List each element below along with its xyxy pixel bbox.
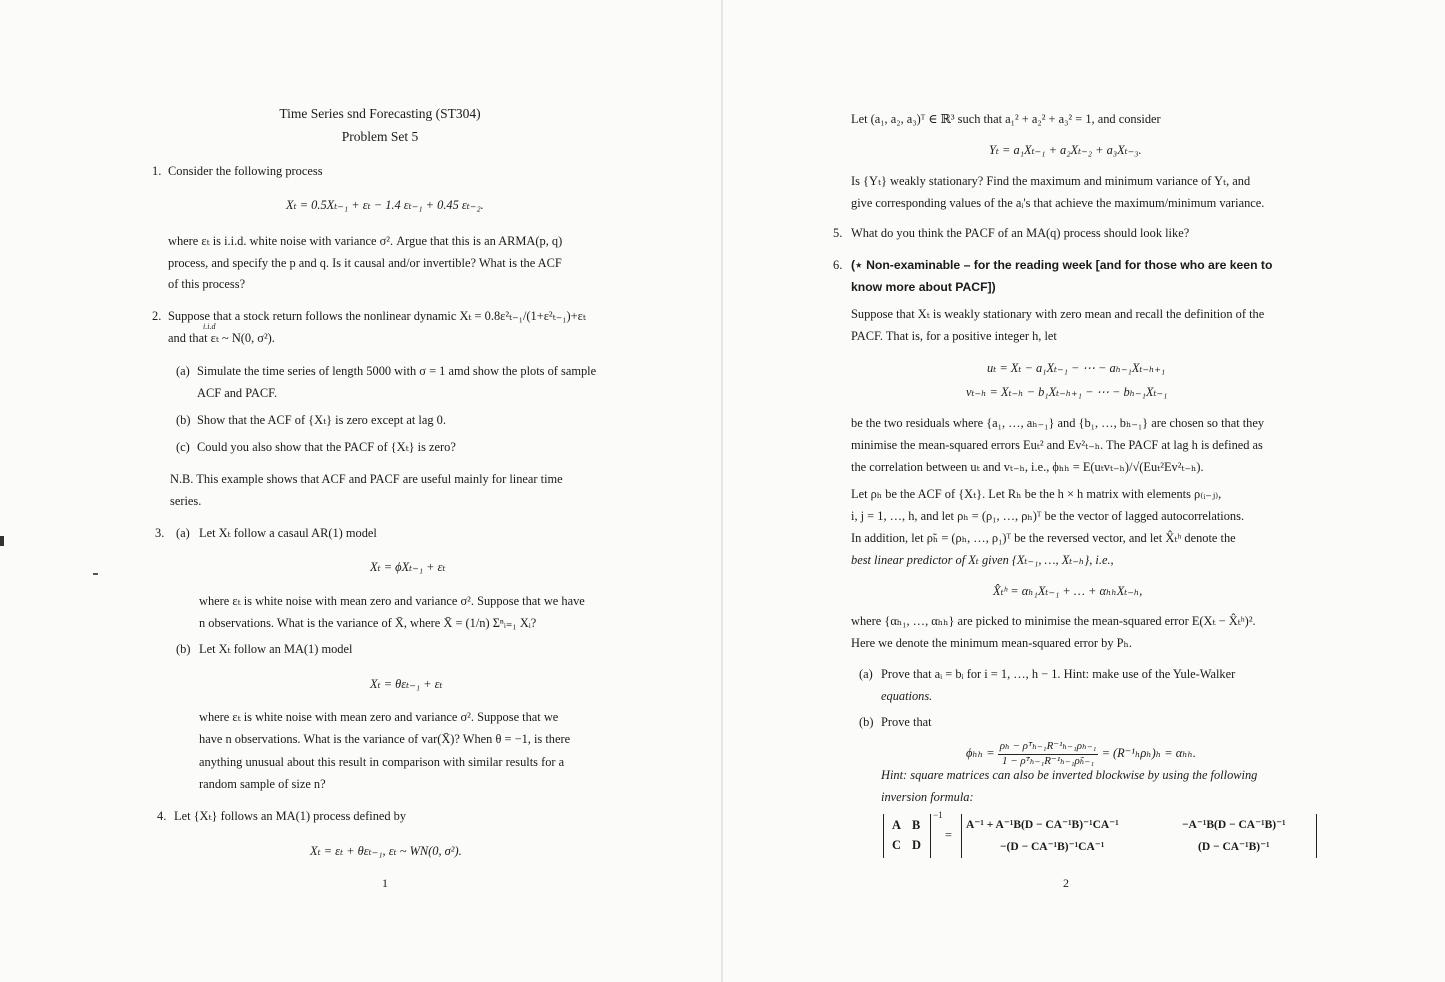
q6b-intro: Prove that — [881, 715, 932, 729]
problem-set-title: Time Series snd Forecasting (ST304) — [279, 106, 481, 121]
equals-sign: = — [945, 828, 952, 842]
q6-hint-line: inversion formula: — [881, 790, 974, 804]
q3b-label: (b) — [176, 642, 191, 656]
block-b: B — [912, 818, 921, 832]
q6-text-line: be the two residuals where {a₁, …, aₕ₋₁} and {b₁, …, bₕ₋₁} are chosen so that they — [851, 416, 1265, 430]
q4-number: 4. — [157, 809, 167, 823]
phi-lhs: ϕₕₕ = — [966, 746, 995, 761]
q3b-text-line: random sample of size n? — [199, 777, 326, 791]
block-matrix — [883, 814, 931, 858]
block-inverse-formula — [883, 812, 1323, 862]
q6a-label: (a) — [859, 667, 873, 681]
inverse-r11: A⁻¹ + A⁻¹B(D − CA⁻¹B)⁻¹CA⁻¹ — [966, 819, 1119, 831]
q3b-text-line: have n observations. What is the variance of var(X̄)? When θ = −1, is there — [199, 732, 571, 746]
q6-text-line: Here we denote the minimum mean-squared error by Pₕ. — [851, 636, 1132, 650]
q6-text-line: minimise the mean-squared errors Euₜ² and Ev²ₜ₋ₕ. The PACF at lag h is defined as — [851, 438, 1263, 452]
q6b-label: (b) — [859, 715, 874, 729]
q2-note-line: N.B. This example shows that ACF and PACF are useful mainly for linear time — [170, 472, 563, 486]
q1-text-line: process, and specify the p and q. Is it causal and/or invertible? What is the ACF — [168, 256, 562, 270]
q5-text: What do you think the PACF of an MA(q) process should look like? — [851, 226, 1190, 240]
block-d: D — [912, 838, 921, 852]
q2-text-line: and that εₜ ~ N(0, σ²). — [168, 331, 275, 345]
q1-equation: Xₜ = 0.5Xₜ₋₁ + εₜ − 1.4 εₜ₋₁ + 0.45 εₜ₋₂. — [286, 198, 484, 212]
inverse-r22: (D − CA⁻¹B)⁻¹ — [1198, 841, 1270, 853]
q6-text-line: i, j = 1, …, h, and let ρₕ = (ρ₁, …, ρₕ)ᵀ be the vector of lagged autocorrelations. — [851, 509, 1245, 523]
q3a-equation: Xₜ = ϕXₜ₋₁ + εₜ — [370, 560, 446, 574]
scan-mark — [0, 536, 4, 546]
q5-number: 5. — [833, 226, 843, 240]
scan-mark — [93, 573, 98, 575]
inverse-exponent: −1 — [933, 810, 943, 820]
q4-continued-line: Is {Yₜ} weakly stationary? Find the maximum and minimum variance of Yₜ, and — [851, 174, 1251, 188]
q3a-text-line: where εₜ is white noise with mean zero and variance σ². Suppose that we have — [199, 594, 585, 608]
q3a-text-line: n observations. What is the variance of X̄, where X̄ = (1/n) Σⁿᵢ₌₁ Xᵢ? — [199, 616, 537, 630]
inverse-r21: −(D − CA⁻¹B)⁻¹CA⁻¹ — [1000, 841, 1105, 853]
q3b-intro: Let Xₜ follow an MA(1) model — [199, 642, 353, 656]
q6-text-line: the correlation between uₜ and vₜ₋ₕ, i.e., ϕₕₕ = E(uₜvₜ₋ₕ)/√(Euₜ²Ev²ₜ₋ₕ). — [851, 460, 1204, 474]
q6-hint-line: Hint: square matrices can also be inverted blockwise by using the following — [881, 768, 1258, 782]
phi-rhs: = (R⁻¹ₕρₕ)ₕ = αₕₕ. — [1101, 746, 1197, 761]
q3b-text-line: anything unusual about this result in comparison with similar results for a — [199, 755, 565, 769]
inverse-r12: −A⁻¹B(D − CA⁻¹B)⁻¹ — [1182, 819, 1286, 831]
q6a-text-line: equations. — [881, 689, 933, 703]
q1-text-line: of this process? — [168, 277, 246, 291]
page-number: 1 — [382, 876, 388, 890]
q6-text-line: Suppose that Xₜ is weakly stationary with zero mean and recall the definition of the — [851, 307, 1265, 321]
q6-text-line: In addition, let ρ̃ₕ = (ρₕ, …, ρ₁)ᵀ be the reversed vector, and let X̂ₜʰ denote the — [851, 531, 1236, 545]
block-c: C — [892, 838, 901, 852]
q2-iid-label: i.i.d — [203, 322, 216, 331]
q4-continued-line: give corresponding values of the aᵢ's that achieve the maximum/minimum variance. — [851, 196, 1265, 210]
phi-denominator: 1 − ρ̃ᵀₕ₋₁R⁻¹ₕ₋₁ρ̃ₕ₋₁ — [1001, 754, 1095, 767]
q2c-text: Could you also show that the PACF of {Xₜ} is zero? — [197, 440, 456, 454]
block-a: A — [892, 818, 901, 832]
q6a-text-line: Prove that aᵢ = bᵢ for i = 1, …, h − 1. Hint: make use of the Yule-Walker — [881, 667, 1236, 681]
q4-intro: Let {Xₜ} follows an MA(1) process defined by — [174, 809, 407, 823]
problem-set-subtitle: Problem Set 5 — [341, 129, 419, 144]
q1-intro: Consider the following process — [168, 164, 323, 178]
q3a-intro: Let Xₜ follow a casaul AR(1) model — [199, 526, 377, 540]
q6-text-line: Let ρₕ be the ACF of {Xₜ}. Let Rₕ be the h × h matrix with elements ρ₍ᵢ₋ⱼ₎, — [851, 487, 1222, 501]
q6-equation-v: vₜ₋ₕ = Xₜ₋ₕ − b₁Xₜ₋ₕ₊₁ − ⋯ − bₕ₋₁Xₜ₋₁ — [966, 385, 1168, 399]
phi-fraction — [998, 740, 1099, 769]
q3b-equation: Xₜ = θεₜ₋₁ + εₜ — [370, 677, 443, 691]
q3b-text-line: where εₜ is white noise with mean zero and variance σ². Suppose that we — [199, 710, 559, 724]
q6-text-line: PACF. That is, for a positive integer h, let — [851, 329, 1057, 343]
q6-equation-u: uₜ = Xₜ − a₁Xₜ₋₁ − ⋯ − aₕ₋₁Xₜ₋ₕ₊₁ — [987, 361, 1166, 375]
q2b-text: Show that the ACF of {Xₜ} is zero except at lag 0. — [197, 413, 446, 427]
page-2 — [723, 0, 1445, 982]
q6-text-line: best linear predictor of Xₜ given {Xₜ₋₁, …, Xₜ₋ₕ}, i.e., — [851, 553, 1114, 567]
q3a-label: (a) — [176, 526, 190, 540]
q2-note-line: series. — [170, 494, 202, 508]
q4-continued-equation: Yₜ = a₁Xₜ₋₁ + a₂Xₜ₋₂ + a₃Xₜ₋₃. — [989, 143, 1142, 157]
page-1 — [0, 0, 722, 982]
q6-equation-predictor: X̂ₜʰ = αₕ₁Xₜ₋₁ + … + αₕₕXₜ₋ₕ, — [993, 584, 1143, 598]
q2-text-line: Suppose that a stock return follows the nonlinear dynamic Xₜ = 0.8ε²ₜ₋₁/(1+ε²ₜ₋₁)+εₜ — [168, 309, 586, 323]
q2a-text-line: Simulate the time series of length 5000 with σ = 1 amd show the plots of sample — [197, 364, 597, 378]
q6-number: 6. — [833, 258, 843, 272]
q2-number: 2. — [152, 309, 162, 323]
q1-text-line: where εₜ is i.i.d. white noise with variance σ². Argue that this is an ARMA(p, q) — [168, 234, 563, 248]
q6-text-line: where {αₕ₁, …, αₕₕ} are picked to minimise the mean-squared error E(Xₜ − X̂ₜʰ)². — [851, 614, 1256, 628]
q4-continued-line: Let (a₁, a₂, a₃)ᵀ ∈ ℝ³ such that a₁² + a₂² + a₃² = 1, and consider — [851, 112, 1161, 126]
q3-number: 3. — [155, 526, 165, 540]
inverse-matrix — [961, 814, 1317, 858]
q2b-label: (b) — [176, 413, 191, 427]
q6-heading: (⋆ Non-examinable – for the reading week [and for those who are keen to — [851, 258, 1273, 272]
q2c-label: (c) — [176, 440, 190, 454]
q2a-text-line: ACF and PACF. — [197, 386, 278, 400]
q2a-label: (a) — [176, 364, 190, 378]
page-number: 2 — [1063, 876, 1069, 890]
q4-equation: Xₜ = εₜ + θεₜ₋₁, εₜ ~ WN(0, σ²). — [310, 844, 462, 858]
phi-numerator: ρₕ − ρ̃ᵀₕ₋₁R⁻¹ₕ₋₁ρₕ₋₁ — [998, 740, 1099, 755]
q1-number: 1. — [152, 164, 162, 178]
phi-formula — [966, 740, 1196, 769]
q6-heading: know more about PACF]) — [851, 280, 996, 294]
